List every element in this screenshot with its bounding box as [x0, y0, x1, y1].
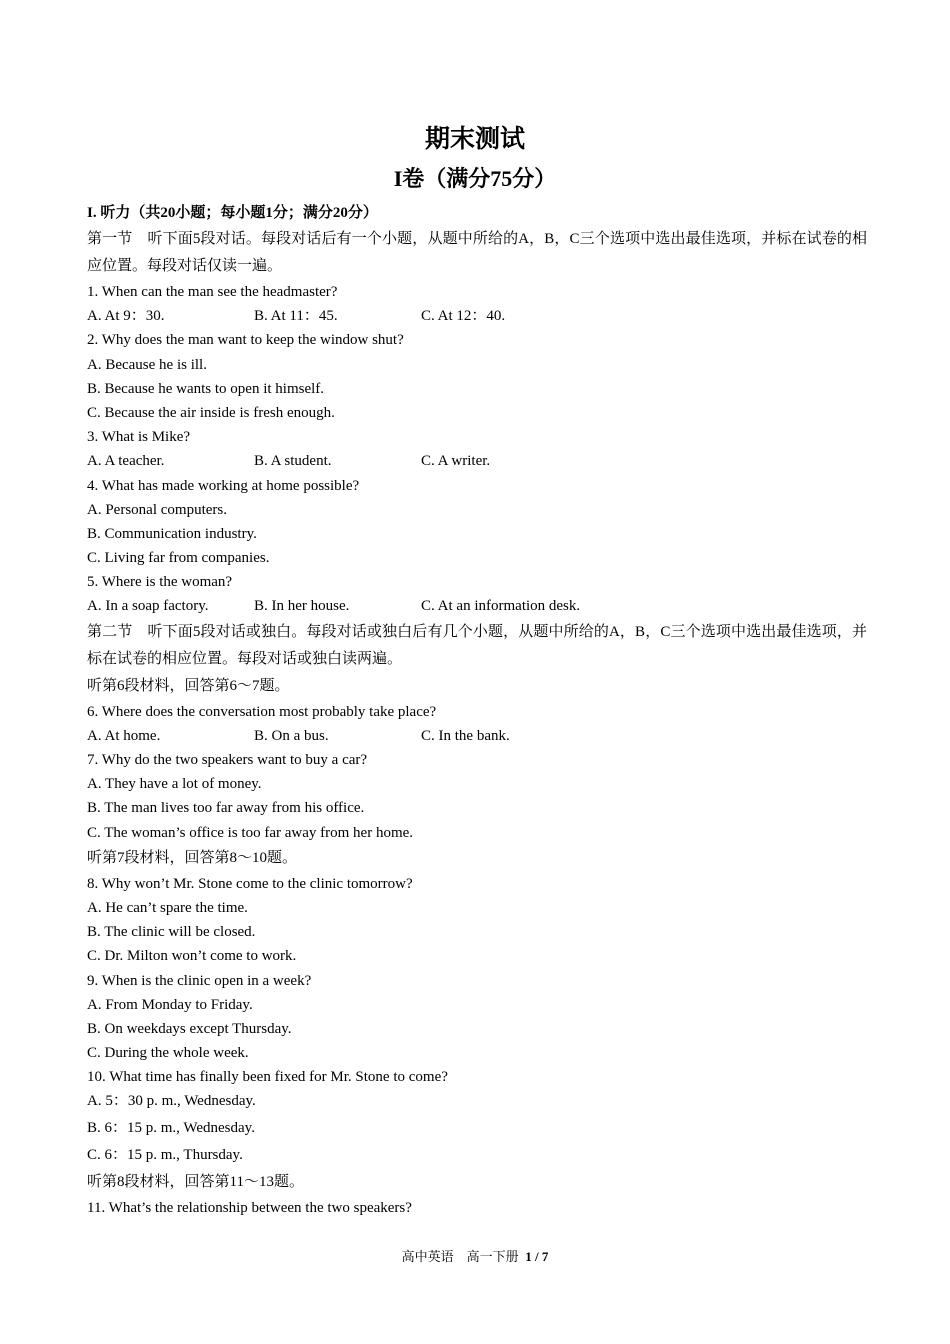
q10-option-a: A. 5：30 p. m., Wednesday.: [87, 1093, 256, 1110]
q3-option-a: A. A teacher.: [87, 453, 165, 470]
question-5-stem: 5. Where is the woman?: [87, 574, 233, 591]
q1-option-c: C. At 12：40.: [421, 308, 506, 325]
question-4-stem: 4. What has made working at home possible?: [87, 477, 360, 494]
question-6-stem: 6. Where does the conversation most probably take place?: [87, 703, 437, 720]
question-1-options: [87, 304, 867, 328]
question-3-stem: 3. What is Mike?: [87, 429, 191, 446]
material-6-label: 听第6段材料，回答第6～7题。: [87, 677, 290, 694]
section-heading: I. 听力（共20小题；每小题1分；满分20分）: [87, 205, 378, 221]
question-2-stem: 2. Why does the man want to keep the window shut?: [87, 332, 404, 349]
q7-option-b: B. The man lives too far away from his office.: [87, 800, 365, 817]
q10-option-b: B. 6：15 p. m., Wednesday.: [87, 1119, 255, 1136]
footer-total-pages: 7: [541, 1249, 549, 1264]
question-1-stem: 1. When can the man see the headmaster?: [87, 284, 338, 300]
material-7-label: 听第7段材料，回答第8～10题。: [87, 849, 298, 866]
material-8-label: 听第8段材料，回答第11～13题。: [87, 1173, 304, 1190]
question-7-stem: 7. Why do the two speakers want to buy a car?: [87, 752, 368, 768]
question-8-stem: 8. Why won’t Mr. Stone come to the clinic tomorrow?: [87, 875, 413, 892]
exam-content: [87, 200, 867, 1220]
footer-separator: /: [534, 1249, 539, 1264]
q2-option-a: A. Because he is ill.: [87, 356, 207, 373]
question-5-options: [87, 594, 867, 618]
q9-option-c: C. During the whole week.: [87, 1045, 249, 1062]
question-6-options: [87, 724, 867, 748]
q2-option-c: C. Because the air inside is fresh enough.: [87, 404, 335, 421]
q4-option-c: C. Living far from companies.: [87, 550, 270, 567]
q6-option-b: B. On a bus.: [254, 727, 329, 744]
q6-option-c: C. In the bank.: [421, 727, 510, 744]
q5-option-a: A. In a soap factory.: [87, 598, 209, 615]
q1-option-a: A. At 9：30.: [87, 308, 165, 325]
q4-option-b: B. Communication industry.: [87, 525, 257, 542]
q2-option-b: B. Because he wants to open it himself.: [87, 380, 325, 397]
q6-option-a: A. At home.: [87, 727, 161, 744]
q7-option-c: C. The woman’s office is too far away from her home.: [87, 824, 414, 841]
q9-option-b: B. On weekdays except Thursday.: [87, 1020, 292, 1037]
footer-page-number: 1: [525, 1249, 532, 1264]
question-10-stem: 10. What time has finally been fixed for Mr. Stone to come?: [87, 1069, 448, 1086]
q3-option-c: C. A writer.: [421, 453, 491, 470]
question-3-options: [87, 449, 867, 473]
part1-instructions: 第一节 听下面5段对话。每段对话后有一个小题，从题中所给的A，B，C三个选项中选出最佳选项，并标在试卷的相应位置。每段对话仅读一遍。: [87, 231, 867, 274]
page-footer: [0, 1246, 950, 1265]
q9-option-a: A. From Monday to Friday.: [87, 996, 253, 1013]
q5-option-c: C. At an information desk.: [421, 598, 581, 615]
q5-option-b: B. In her house.: [254, 598, 350, 615]
q8-option-c: C. Dr. Milton won’t come to work.: [87, 948, 297, 965]
question-11-stem: 11. What’s the relationship between the two speakers?: [87, 1199, 412, 1216]
part2-instructions: 第二节 听下面5段对话或独白。每段对话或独白后有几个小题，从题中所给的A，B，C三个选项中选出最佳选项，并标在试卷的相应位置。每段对话或独白读两遍。: [87, 623, 867, 667]
q8-option-b: B. The clinic will be closed.: [87, 924, 256, 941]
q8-option-a: A. He can’t spare the time.: [87, 899, 248, 916]
q7-option-a: A. They have a lot of money.: [87, 776, 262, 793]
q3-option-b: B. A student.: [254, 453, 332, 470]
q10-option-c: C. 6：15 p. m., Thursday.: [87, 1146, 243, 1163]
page-title: 期末测试: [424, 126, 525, 153]
page-subtitle: I卷（满分75分）: [393, 166, 557, 191]
question-9-stem: 9. When is the clinic open in a week?: [87, 972, 312, 989]
q4-option-a: A. Personal computers.: [87, 501, 227, 518]
q1-option-b: B. At 11：45.: [254, 308, 338, 325]
footer-label: 高中英语 高一下册: [401, 1249, 519, 1264]
